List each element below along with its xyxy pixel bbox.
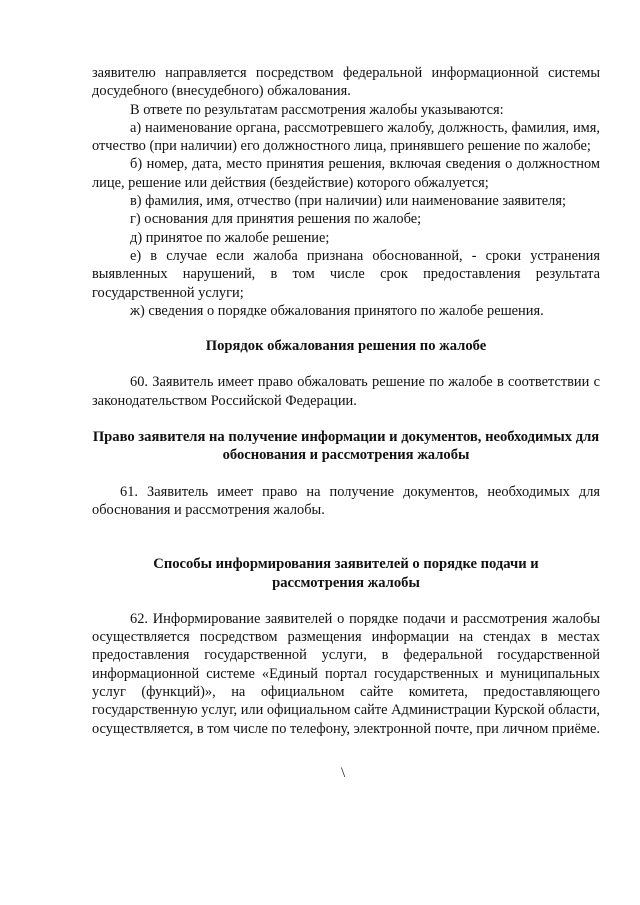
paragraph-intro: заявителю направляется посредством федеральной информационной системы досудебного (внесудебного) обжалования. <box>92 65 600 100</box>
paragraph-response-items: В ответе по результатам рассмотрения жалобы указываются: <box>130 101 504 118</box>
list-item-g: г) основания для принятия решения по жалобе; <box>130 211 422 228</box>
section-heading-appeal: Порядок обжалования решения по жалобе <box>205 338 487 355</box>
list-item-v: в) фамилия, имя, отчество (при наличии) или наименование заявителя; <box>130 193 566 210</box>
list-item-e: е) в случае если жалоба признана обоснованной, - сроки устранения выявленных нарушений, в том числе срок предоставления результата государственной услуги; <box>92 247 600 301</box>
list-item-a: а) наименование органа, рассмотревшего жалобу, должность, фамилия, имя, отчество (при наличии) его должностного лица, принявшего решение по жалобе; <box>92 119 600 155</box>
document-body <box>92 64 600 738</box>
paragraph-60: 60. Заявитель имеет право обжаловать решение по жалобе в соответствии с законодательством Российской Федерации. <box>92 374 600 409</box>
paragraph-61: 61. Заявитель имеет право на получение документов, необходимых для обоснования и рассмотрения жалобы. <box>92 483 600 518</box>
section-heading-info-rights: Право заявителя на получение информации и документов, необходимых для обоснования и рассмотрения жалобы <box>92 429 600 464</box>
list-item-b: б) номер, дата, место принятия решения, включая сведения о должностном лице, решение или действия (бездействие) которого обжалуется; <box>92 156 600 191</box>
list-item-zh: ж) сведения о порядке обжалования принятого по жалобе решения. <box>130 302 544 319</box>
list-item-d: д) принятое по жалобе решение; <box>130 229 330 246</box>
paragraph-62: 62. Информирование заявителей о порядке подачи и рассмотрения жалобы осуществляется посредством размещения информации на стендах в местах предоставления государственной услуги, в федеральной государственной информационной системе «Единый портал государственных и муниципальных услуг (функций)», на официальном сайте комитета, предоставляющего государственную услуг, или официальном сайте Администрации Курской области, осуществляется, в том числе по телефону, электронной почте, при личном приёме. <box>92 610 600 737</box>
page-mark: \ <box>341 765 346 781</box>
section-heading-informing: Способы информирования заявителей о порядке подачи и рассмотрения жалобы <box>153 556 539 591</box>
